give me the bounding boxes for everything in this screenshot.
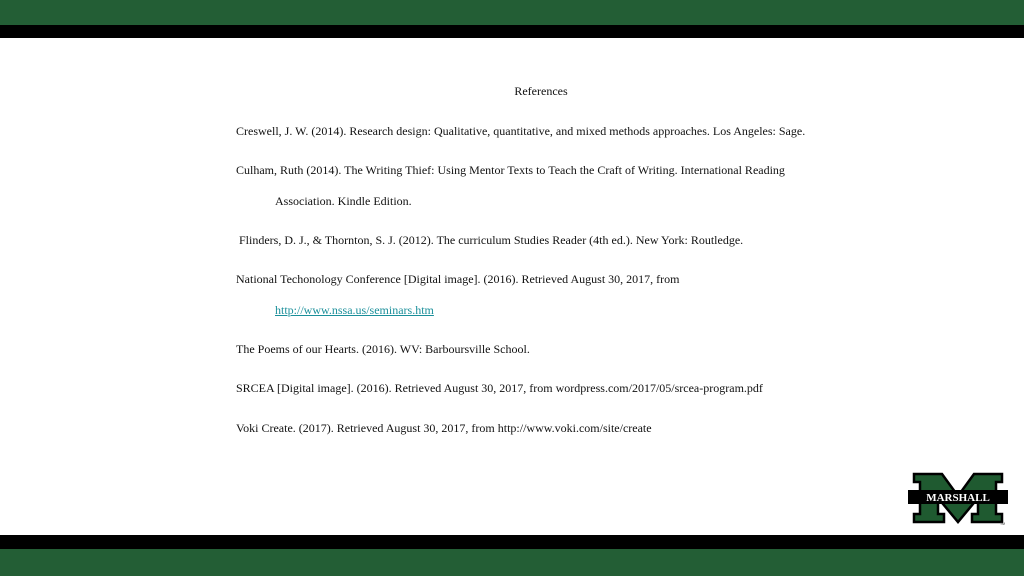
- logo-text: MARSHALL: [926, 492, 990, 504]
- reference-poems: The Poems of our Hearts. (2016). WV: Barboursville School.: [236, 342, 530, 356]
- reference-srcea: SRCEA [Digital image]. (2016). Retrieved August 30, 2017, from wordpress.com/2017/05/srcea-program.pdf: [236, 381, 763, 395]
- logo-tm: TM: [999, 522, 1005, 526]
- slide-title: References: [514, 84, 568, 98]
- bottom-black-band: [0, 535, 1024, 549]
- reference-flinders: Flinders, D. J., & Thornton, S. J. (2012). The curriculum Studies Reader (4th ed.). New York: Routledge.: [236, 233, 744, 247]
- bottom-green-band: [0, 549, 1024, 576]
- nssa-link[interactable]: http://www.nssa.us/seminars.htm: [275, 303, 434, 317]
- reference-national-tech: National Techonology Conference [Digital image]. (2016). Retrieved August 30, 2017, from: [236, 272, 680, 286]
- reference-culham: Culham, Ruth (2014). The Writing Thief: Using Mentor Texts to Teach the Craft of Writing. International Reading: [236, 163, 785, 177]
- reference-culham-cont: Association. Kindle Edition.: [275, 194, 412, 208]
- top-green-band: [0, 0, 1024, 25]
- reference-creswell: Creswell, J. W. (2014). Research design: Qualitative, quantitative, and mixed methods approaches. Los Angeles: Sage.: [236, 124, 806, 138]
- marshall-logo: [908, 470, 1008, 526]
- top-black-band: [0, 25, 1024, 38]
- reference-voki: Voki Create. (2017). Retrieved August 30, 2017, from http://www.voki.com/site/create: [236, 421, 652, 435]
